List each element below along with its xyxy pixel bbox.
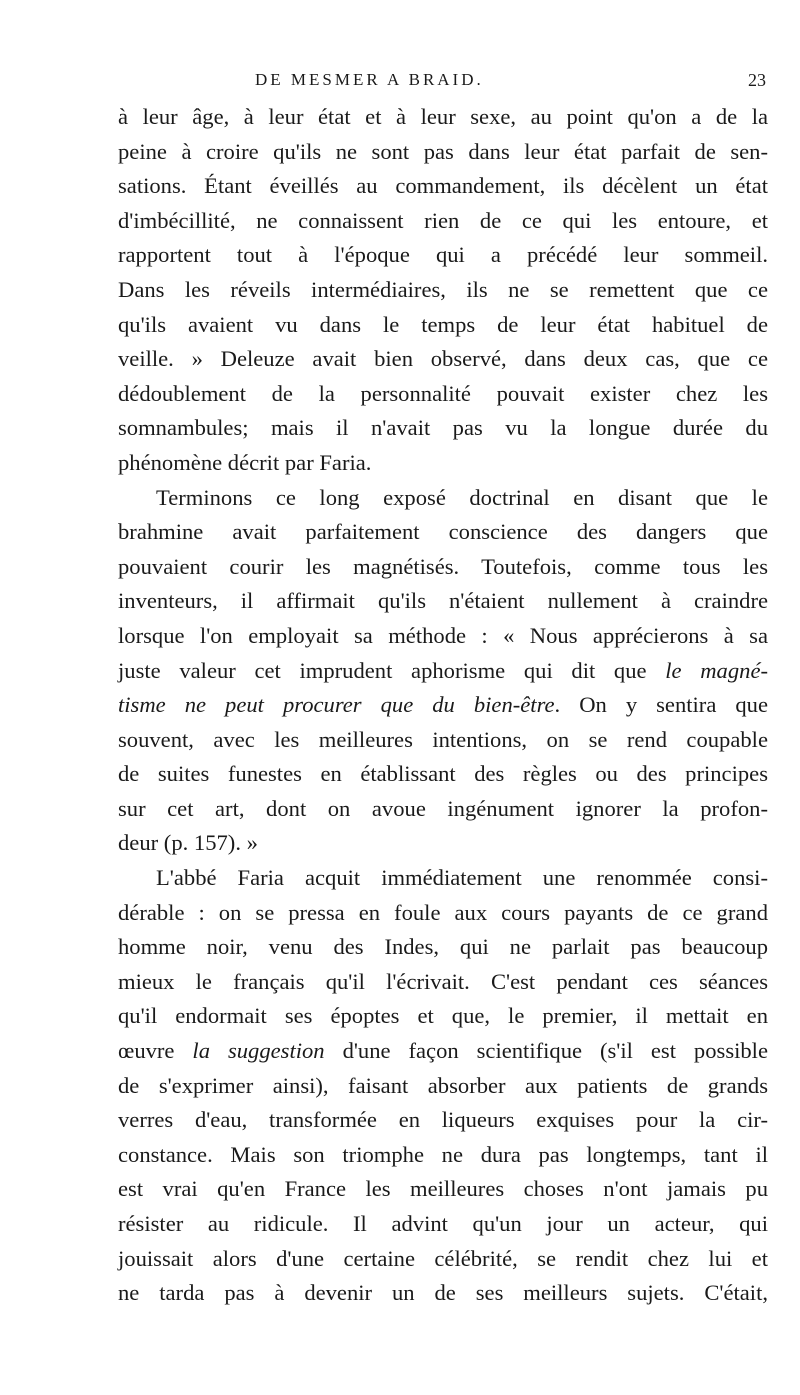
text-span: d'une façon scientifique (s'il est possible	[324, 1038, 768, 1064]
text-line: lorsque l'on employait sa méthode : « Nous apprécierons à sa	[118, 622, 768, 648]
text-line: somnambules; mais il n'avait pas vu la longue durée du	[118, 415, 768, 441]
italic-text: le magné-	[665, 657, 768, 683]
text-line: sur cet art, dont on avoue ingénument ignorer la profon-	[118, 795, 768, 821]
text-line: résister au ridicule. Il advint qu'un jour un acteur, qui	[118, 1211, 768, 1236]
text-line: mieux le français qu'il l'écrivait. C'est pendant ces séances	[118, 968, 768, 994]
page-number: 23	[748, 70, 766, 90]
text-line: peine à croire qu'ils ne sont pas dans leur état parfait de sen-	[118, 138, 768, 164]
text-line: de s'exprimer ainsi), faisant absorber aux patients de grands	[118, 1072, 768, 1098]
text-span: juste valeur cet imprudent aphorisme qui dit que	[118, 657, 666, 683]
body-text	[118, 100, 768, 1311]
text-line	[118, 654, 768, 689]
text-line: verres d'eau, transformée en liqueurs exquises pour la cir-	[118, 1107, 768, 1133]
text-line: de suites funestes en établissant des règles ou des principes	[118, 761, 768, 787]
text-line: ne tarda pas à devenir un de ses meilleurs sujets. C'était,	[118, 1280, 768, 1306]
text-line: brahmine avait parfaitement conscience des dangers que	[118, 519, 768, 545]
text-span: . On y sentira que	[554, 692, 768, 718]
text-line: L'abbé Faria acquit immédiatement une renommée consi-	[156, 865, 768, 891]
text-line: dérable : on se pressa en foule aux cours payants de ce grand	[118, 899, 768, 925]
text-line: Dans les réveils intermédiaires, ils ne se remettent que ce	[118, 276, 768, 302]
text-line	[118, 688, 768, 723]
running-title: DE MESMER A BRAID.	[255, 70, 484, 89]
text-line: homme noir, venu des Indes, qui ne parlait pas beaucoup	[118, 934, 768, 960]
italic-text: la suggestion	[192, 1038, 325, 1064]
text-line: deur (p. 157). »	[118, 830, 258, 856]
text-line: inventeurs, il affirmait qu'ils n'étaient nullement à craindre	[118, 588, 768, 614]
text-line: à leur âge, à leur état et à leur sexe, au point qu'on a de la	[118, 104, 768, 129]
text-line: pouvaient courir les magnétisés. Toutefois, comme tous les	[118, 553, 768, 579]
text-line: Terminons ce long exposé doctrinal en disant que le	[156, 484, 768, 510]
text-line: qu'il endormait ses époptes et que, le premier, il mettait en	[118, 1003, 768, 1029]
text-line: sations. Étant éveillés au commandement, ils décèlent un état	[118, 173, 768, 199]
text-line: qu'ils avaient vu dans le temps de leur état habituel de	[118, 311, 768, 337]
text-line: phénomène décrit par Faria.	[118, 449, 372, 475]
text-line: est vrai qu'en France les meilleures choses n'ont jamais pu	[118, 1176, 768, 1202]
text-line: souvent, avec les meilleures intentions, on se rend coupable	[118, 726, 768, 752]
text-line: constance. Mais son triomphe ne dura pas longtemps, tant il	[118, 1141, 768, 1167]
italic-text: tisme ne peut procurer que du bien-être	[118, 692, 555, 718]
text-line: dédoublement de la personnalité pouvait exister chez les	[118, 380, 768, 406]
text-line: rapportent tout à l'époque qui a précédé leur sommeil.	[118, 242, 768, 268]
text-line	[118, 1034, 768, 1069]
text-line: d'imbécillité, ne connaissent rien de ce qui les entoure, et	[118, 207, 768, 233]
text-line: veille. » Deleuze avait bien observé, dans deux cas, que ce	[118, 346, 768, 372]
text-span: œuvre	[118, 1038, 193, 1064]
text-line: jouissait alors d'une certaine célébrité, se rendit chez lui et	[118, 1245, 768, 1271]
